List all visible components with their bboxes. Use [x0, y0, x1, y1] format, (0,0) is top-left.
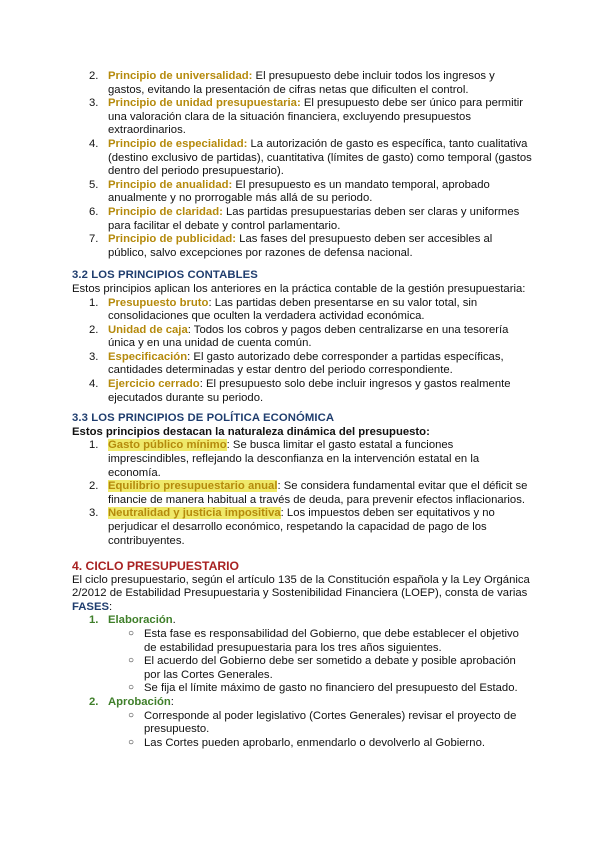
item-term: Principio de especialidad:	[108, 137, 248, 150]
document-page	[72, 70, 532, 750]
list-item	[72, 439, 532, 480]
bullet-item	[72, 628, 532, 655]
list-item	[72, 507, 532, 548]
fase-number: 2.	[89, 696, 99, 709]
item-separator: :	[187, 323, 191, 336]
fase-item	[72, 614, 532, 696]
item-term: Gasto público mínimo	[108, 439, 227, 452]
principios-contables-list	[72, 297, 532, 406]
list-item	[72, 297, 532, 324]
circle-bullet-icon: ○	[128, 682, 135, 694]
item-text: Los impuestos deben ser equitativos y no perjudicar el desarrollo económico, respetando la capacidad de pago de los contribuyentes.	[108, 507, 495, 547]
item-number: 3.	[89, 507, 99, 520]
item-text: El presupuesto es un mandato temporal, aprobado anualmente y no prorrogable más allá de su periodo.	[108, 178, 490, 205]
list-item	[72, 480, 532, 507]
bullet-text: El acuerdo del Gobierno debe ser sometido a debate y posible aprobación por las Cortes Generales.	[144, 655, 516, 681]
item-number: 6.	[89, 205, 99, 218]
item-number: 2.	[89, 70, 99, 82]
item-text: El presupuesto debe incluir todos los ingresos y gastos, evitando la presentación de cifras netas que dificulten el control.	[108, 70, 495, 96]
fase-title: Aprobación	[108, 696, 171, 709]
item-number: 4.	[89, 137, 99, 150]
bullet-text: Las Cortes pueden aprobarlo, enmendarlo o devolverlo al Gobierno.	[144, 736, 486, 749]
principios-politica-list	[72, 439, 532, 548]
item-term: Especificación	[108, 350, 188, 363]
item-text: Se considera fundamental evitar que el déficit se financie de manera habitual a través de deuda, para prevenir efectos inflacionarios.	[108, 480, 528, 506]
list-item	[72, 179, 532, 206]
item-term: Principio de claridad:	[108, 205, 223, 218]
item-number: 2.	[89, 323, 99, 336]
item-number: 3.	[89, 97, 99, 110]
section-intro-contables: Estos principios aplican los anteriores en la práctica contable de la gestión presupuestaria:	[72, 282, 526, 295]
item-term: Ejercicio cerrado	[108, 378, 200, 391]
item-separator: :	[208, 296, 212, 309]
list-item	[72, 97, 532, 138]
list-item	[72, 351, 532, 378]
item-text: Todos los cobros y pagos deben centralizarse en una tesorería única y en una unidad de cuenta común.	[108, 323, 509, 350]
section-heading-politica: 3.3 LOS PRINCIPIOS DE POLÍTICA ECONÓMICA	[72, 412, 335, 425]
item-number: 1.	[89, 296, 99, 309]
list-item	[72, 378, 532, 405]
item-term: Neutralidad y justicia impositiva	[108, 507, 281, 520]
item-term: Principio de publicidad:	[108, 233, 237, 246]
bullet-item	[72, 682, 532, 696]
principios-presupuestarios-list	[72, 70, 532, 260]
section-intro-ciclo	[72, 574, 532, 615]
circle-bullet-icon: ○	[128, 628, 135, 640]
bullet-text: Corresponde al poder legislativo (Cortes Generales) revisar el proyecto de presupuesto.	[144, 709, 517, 736]
fase-colon: :	[170, 696, 174, 709]
circle-bullet-icon: ○	[128, 655, 135, 667]
bullet-item	[72, 737, 532, 751]
bullet-text: Esta fase es responsabilidad del Gobierno, que debe establecer el objetivo de estabilidad presupuestaria para los tres años siguientes.	[144, 628, 519, 654]
circle-bullet-icon: ○	[128, 709, 135, 721]
item-number: 7.	[89, 233, 99, 246]
fase-title: Elaboración	[108, 614, 173, 627]
fases-colon: :	[109, 600, 113, 613]
item-number: 5.	[89, 178, 99, 191]
list-item	[72, 138, 532, 179]
item-separator: :	[199, 378, 203, 391]
section-intro-politica: Estos principios destacan la naturaleza dinámica del presupuesto:	[72, 425, 430, 438]
item-number: 2.	[89, 480, 99, 493]
item-text: Las partidas deben presentarse en su valor total, sin consolidaciones que oculten la verdadera actividad económica.	[108, 296, 478, 323]
item-separator: :	[226, 439, 230, 452]
fases-label: FASES	[72, 600, 110, 613]
bullet-item	[72, 710, 532, 737]
item-term: Principio de universalidad:	[108, 70, 253, 82]
item-term: Equilibrio presupuestario anual	[108, 480, 278, 493]
item-separator: :	[187, 350, 191, 363]
item-number: 4.	[89, 378, 99, 391]
fase-number: 1.	[89, 614, 99, 627]
fase-bullets	[72, 628, 532, 696]
item-term: Principio de unidad presupuestaria:	[108, 97, 301, 110]
item-text: El presupuesto debe ser único para permitir una valoración clara de la situación financiera, excluyendo presupuestos extraordinarios.	[108, 97, 524, 137]
item-separator: :	[280, 507, 284, 520]
list-item	[72, 324, 532, 351]
list-item	[72, 233, 532, 260]
fase-item	[72, 696, 532, 750]
item-text: Se busca limitar el gasto estatal a funciones imprescindibles, reflejando la desconfianza en la intervención estatal en la economía.	[108, 439, 480, 479]
item-text: El presupuesto solo debe incluir ingresos y gastos realmente ejecutados durante su periodo.	[108, 378, 511, 404]
bullet-text: Se fija el límite máximo de gasto no financiero del presupuesto del Estado.	[144, 682, 518, 695]
section-heading-ciclo: 4. CICLO PRESUPUESTARIO	[72, 559, 240, 574]
item-term: Principio de anualidad:	[108, 178, 233, 191]
section-heading-contables: 3.2 LOS PRINCIPIOS CONTABLES	[72, 269, 258, 282]
item-text: Las fases del presupuesto deben ser accesibles al público, salvo excepciones por razones de defensa nacional.	[108, 233, 493, 259]
list-item	[72, 70, 532, 97]
intro-text: El ciclo presupuestario, según el artículo 135 de la Constitución española y la Ley Orgánica 2/2012 de Estabilidad Presupuestaria y Sostenibilidad Financiera (LOEP), consta de varias	[72, 573, 530, 600]
fase-colon: .	[172, 614, 176, 627]
item-text: Las partidas presupuestarias deben ser claras y uniformes para facilitar el debate y control parlamentario.	[108, 205, 520, 232]
item-text: El gasto autorizado debe corresponder a partidas específicas, cantidades determinadas y estar dentro del periodo correspondiente.	[108, 350, 504, 377]
bullet-item	[72, 655, 532, 682]
circle-bullet-icon: ○	[128, 736, 135, 748]
item-text: La autorización de gasto es específica, tanto cualitativa (destino exclusivo de partidas), cuantitativa (límites de gasto) como temporal (gastos dentro del periodo presupuestario).	[108, 137, 532, 178]
item-term: Presupuesto bruto	[108, 296, 209, 309]
fases-list	[72, 614, 532, 750]
item-term: Unidad de caja	[108, 323, 188, 336]
item-number: 1.	[89, 439, 99, 452]
item-separator: :	[277, 480, 281, 493]
list-item	[72, 206, 532, 233]
fase-bullets	[72, 710, 532, 751]
item-number: 3.	[89, 350, 99, 363]
